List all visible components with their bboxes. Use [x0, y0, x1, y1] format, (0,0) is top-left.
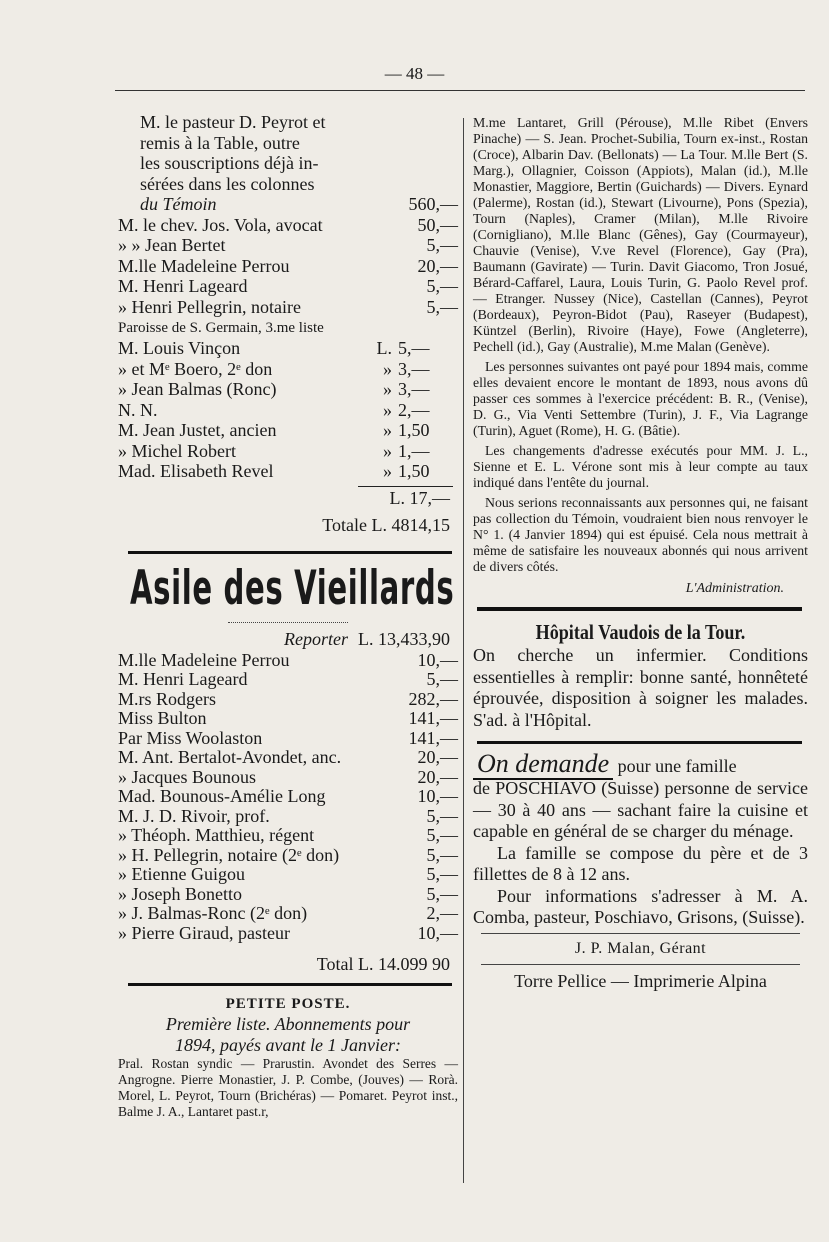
right-column: [473, 115, 808, 993]
subscription-row: [118, 338, 458, 359]
subscriber-amount: 1,—: [398, 440, 430, 461]
subscriber-name: M. Henri Lageard: [118, 276, 248, 296]
donor-row: [118, 670, 458, 690]
subscription-row: [118, 379, 458, 400]
section-rule: [128, 983, 452, 986]
paroisse-list: [118, 338, 458, 482]
subscriber-name: » Henri Pellegrin, notaire: [118, 296, 301, 317]
section-rule: [477, 741, 802, 744]
return-request: Nous serions reconnaissants aux personnes qui, ne faisant pas collection du Témoin, voudraient bien nous renvoyer le N° 1. (4 Janvier 1894) qui est épuisé. Cela nous mettrait à même de satisfaire les nouveaux abonnés qui nous arrivent de divers côtés.: [473, 495, 808, 574]
subscription-row: [118, 420, 458, 441]
subscription-row: [118, 235, 458, 256]
subscriber-amount: 3,—: [398, 358, 430, 379]
reporter-row: [118, 627, 458, 651]
donor-row: [118, 846, 458, 866]
subscription-row: [118, 215, 458, 236]
subscriber-name: » Jean Balmas (Ronc): [118, 379, 277, 399]
intro-line: les souscriptions déjà in-: [140, 153, 319, 173]
address-notice: Les changements d'adresse exécutés pour MM. J. L., Sienne et E. L. Vérone sont mis à leur compte au taux indiqué dans l'entête du journal.: [473, 443, 808, 490]
petite-poste-subtitle: 1894, payés avant le 1 Janvier:: [175, 1035, 401, 1055]
subscriber-name: M. Louis Vinçon: [118, 338, 241, 358]
amount-prefix: »: [383, 440, 392, 461]
asile-list: [118, 651, 458, 944]
subscriber-amount: 5,—: [426, 235, 458, 255]
printer-line: Torre Pellice — Imprimerie Alpina: [514, 970, 767, 991]
donor-amount: 282,—: [408, 688, 458, 709]
donor-row: [118, 768, 458, 788]
amount-prefix: »: [383, 358, 392, 379]
donor-row: [118, 865, 458, 885]
subscriber-amount: 1,50: [398, 461, 430, 481]
header-rule: [115, 90, 805, 91]
donor-amount: 141,—: [408, 727, 458, 748]
divider: [481, 933, 800, 934]
donor-amount: 10,—: [417, 786, 458, 806]
subscriber-amount: 5,—: [426, 296, 458, 317]
subscription-row: [118, 461, 458, 482]
donor-name: M. Henri Lageard: [118, 670, 248, 689]
demande-tail: pour une famille: [613, 756, 737, 776]
donor-amount: 10,—: [417, 922, 458, 943]
hopital-title: Hôpital Vaudois de la Tour.: [535, 620, 746, 644]
donor-row: [118, 651, 458, 671]
section-rule: [128, 551, 452, 554]
subscription-row: [118, 359, 458, 380]
subscriber-name: Mad. Elisabeth Revel: [118, 461, 274, 481]
subscription-row: [118, 297, 458, 318]
donor-amount: 5,—: [426, 844, 458, 865]
donor-name: » Théoph. Matthieu, régent: [118, 826, 315, 845]
subtotal: L. 17,—: [389, 487, 450, 508]
donor-name: M.rs Rodgers: [118, 689, 216, 709]
subscriber-amount: 1,50: [398, 420, 430, 440]
intro-line: M. le pasteur D. Peyrot et: [140, 112, 326, 132]
subscription-row: [118, 400, 458, 421]
subscribers-notice: [473, 115, 808, 575]
donor-amount: 5,—: [426, 825, 458, 845]
donor-row: [118, 826, 458, 846]
donor-name: M. Ant. Bertalot-Avondet, anc.: [118, 748, 342, 767]
petite-poste-body: Pral. Rostan syndic — Prarustin. Avondet des Serres — Angrogne. Pierre Monastier, J. P. Combe, (Jouves) — Rorà. Morel, L. Peyrot, Tourn (Brichéras) — Pomaret. Peyrot inst., Balme J. A., Lantaret past.r,: [118, 1056, 458, 1119]
subscriber-name: M. Jean Justet, ancien: [118, 420, 277, 440]
donor-amount: 141,—: [408, 708, 458, 728]
subscription-row: [118, 441, 458, 462]
divider: [481, 964, 800, 965]
subscriber-amount: 5,—: [398, 338, 430, 358]
donor-amount: 20,—: [417, 747, 458, 767]
donor-row: [118, 729, 458, 749]
demande-family: La famille se compose du père et de 3 fillettes de 8 à 12 ans.: [473, 842, 808, 884]
amount-prefix: »: [383, 461, 392, 481]
donor-name: » J. Balmas-Ronc (2ᵉ don): [118, 904, 308, 923]
donor-row: [118, 885, 458, 905]
intro-line: sérées dans les colonnes: [140, 173, 315, 194]
asile-total: Total L. 14.099 90: [316, 954, 450, 974]
demande-body: [473, 778, 808, 929]
donor-amount: 5,—: [426, 669, 458, 689]
donor-row: [118, 748, 458, 768]
asile-title: Asile des Vieillards: [130, 560, 455, 616]
subscriber-name: » Michel Robert: [118, 440, 236, 461]
ornament-rule: [228, 622, 348, 623]
subscription-row: [118, 276, 458, 297]
demande-heading: [473, 749, 808, 778]
subscriber-amount: 2,—: [398, 399, 430, 420]
subscription-row: [118, 256, 458, 277]
temoin-row: [118, 194, 458, 215]
subscriber-amount: 20,—: [417, 255, 458, 276]
donor-row: [118, 924, 458, 944]
donor-amount: 2,—: [426, 903, 458, 923]
demande-lead: On demande: [473, 749, 613, 780]
donor-amount: 5,—: [426, 883, 458, 904]
subscriber-amount: 5,—: [426, 276, 458, 296]
column-divider: [463, 118, 464, 1183]
gerant-line: J. P. Malan, Gérant: [574, 939, 707, 957]
demande-contact: Pour informations s'adresser à M. A. Comba, pasteur, Poschiavo, Grisons, (Suisse).: [473, 885, 808, 927]
hopital-body: [473, 645, 808, 731]
subscriber-name: M.lle Madeleine Perrou: [118, 255, 290, 276]
donor-name: Mad. Bounous-Amélie Long: [118, 787, 326, 806]
grand-total: Totale L. 4814,15: [322, 514, 450, 535]
subscriber-name: M. le chev. Jos. Vola, avocat: [118, 214, 323, 235]
subscriber-name: » et Mᵉ Boero, 2ᵉ don: [118, 358, 273, 379]
reporter-label: Reporter: [284, 628, 348, 649]
amount-prefix: »: [383, 420, 392, 440]
left-column: [118, 112, 458, 1120]
payment-notice: Les personnes suivantes ont payé pour 1894 mais, comme elles devaient encore le montant de 1893, nous avons dû passer ces sommes à l'exercice précédent: B. R., (Venise), D. G., Via Venti Settembre (Turin), J. F., Via Lagrange (Turin), Aguet (Rome), H. G. (Bâtie).: [473, 359, 808, 438]
reporter-amount: L. 13,433,90: [358, 628, 450, 649]
amount-prefix: »: [383, 379, 392, 399]
donor-row: [118, 807, 458, 827]
amount-prefix: L.: [376, 338, 392, 358]
donor-name: Miss Bulton: [118, 709, 207, 728]
donor-row: [118, 904, 458, 924]
temoin-label: du Témoin: [140, 194, 217, 214]
donor-row: [118, 787, 458, 807]
donor-amount: 5,—: [426, 864, 458, 884]
subscriber-amount: 50,—: [417, 214, 458, 235]
donor-name: » Jacques Bounous: [118, 767, 256, 787]
subscriber-amount: 3,—: [398, 379, 430, 399]
petite-poste-subtitle: Première liste. Abonnements pour: [165, 1014, 411, 1034]
subscriber-name: » » Jean Bertet: [118, 235, 226, 255]
temoin-amount: 560,—: [408, 194, 458, 214]
intro-line: remis à la Table, outre: [140, 132, 300, 153]
section-rule: [477, 607, 802, 611]
donor-amount: 20,—: [417, 766, 458, 787]
hopital-text: On cherche un infermier. Conditions essentielles à remplir: bonne santé, honnêteté éprouvée, disposition à soigner les malades. S'ad. à l'Hôpital.: [473, 645, 808, 730]
paroisse-heading: Paroisse de S. Germain, 3.me liste: [118, 320, 324, 336]
petite-poste-title: PETITE POSTE.: [225, 996, 351, 1012]
donor-name: » Joseph Bonetto: [118, 884, 242, 904]
donor-name: Par Miss Woolaston: [118, 728, 263, 748]
donor-row: [118, 709, 458, 729]
subscriber-name: N. N.: [118, 399, 158, 420]
donor-name: » H. Pellegrin, notaire (2ᵉ don): [118, 845, 340, 865]
donor-amount: 10,—: [417, 649, 458, 670]
donor-name: » Etienne Guigou: [118, 865, 245, 884]
administration-signature: L'Administration.: [685, 581, 784, 596]
donor-row: [118, 690, 458, 710]
demande-text: de POSCHIAVO (Suisse) personne de service — 30 à 40 ans — sachant faire la cuisine et capable en général de se charger du ménage.: [473, 778, 808, 841]
page-number: — 48 —: [384, 64, 445, 83]
amount-prefix: »: [383, 399, 392, 420]
subscribers-list: M.me Lantaret, Grill (Pérouse), M.lle Ribet (Envers Pinache) — S. Jean. Prochet-Subilia, Tourn ex-inst., Rostan (Croce), Albarin Dav. (Bellonats) — La Tour. M.lle Bert (S. Marg.), Ollagnier, Coisson (Appiots), Malan (id.), M.lle Monastier, Maggiore, Bertin (Guichards) — Divers. Eynard (Palerme), Rostan (id.), Stewart (Livourne), Pons (Spezia), Tourn (Naples), Cramer (Milan), M.lle Rivoire (Cornigliano), M.lle Blanc (Gênes), Gay (Courmayeur), Chauvie (Venise), V.ve Revel (Florence), Gay (Pra), Baumann (Gavirate) — Turin. Davit Giacomo, Tron Josué, Bérard-Caffarel, Laura, Louis Turin, G. Paolo Revel prof. — Etranger. Nussey (Nice), Castellan (Cannes), Peyrot (Bordeaux), Peyron-Bidot (Pau), Raseyer (Budapest), Küntzel (Berlin), Rivoire (Haye), Fowe (Angleterre), Pechell (id.), Gay (Australie), M.me Malan (Genève).: [473, 115, 808, 354]
donor-name: M.lle Madeleine Perrou: [118, 650, 290, 670]
donor-name: » Pierre Giraud, pasteur: [118, 923, 290, 943]
donor-amount: 5,—: [426, 805, 458, 826]
subscription-intro: [118, 112, 458, 317]
donor-name: M. J. D. Rivoir, prof.: [118, 806, 270, 826]
